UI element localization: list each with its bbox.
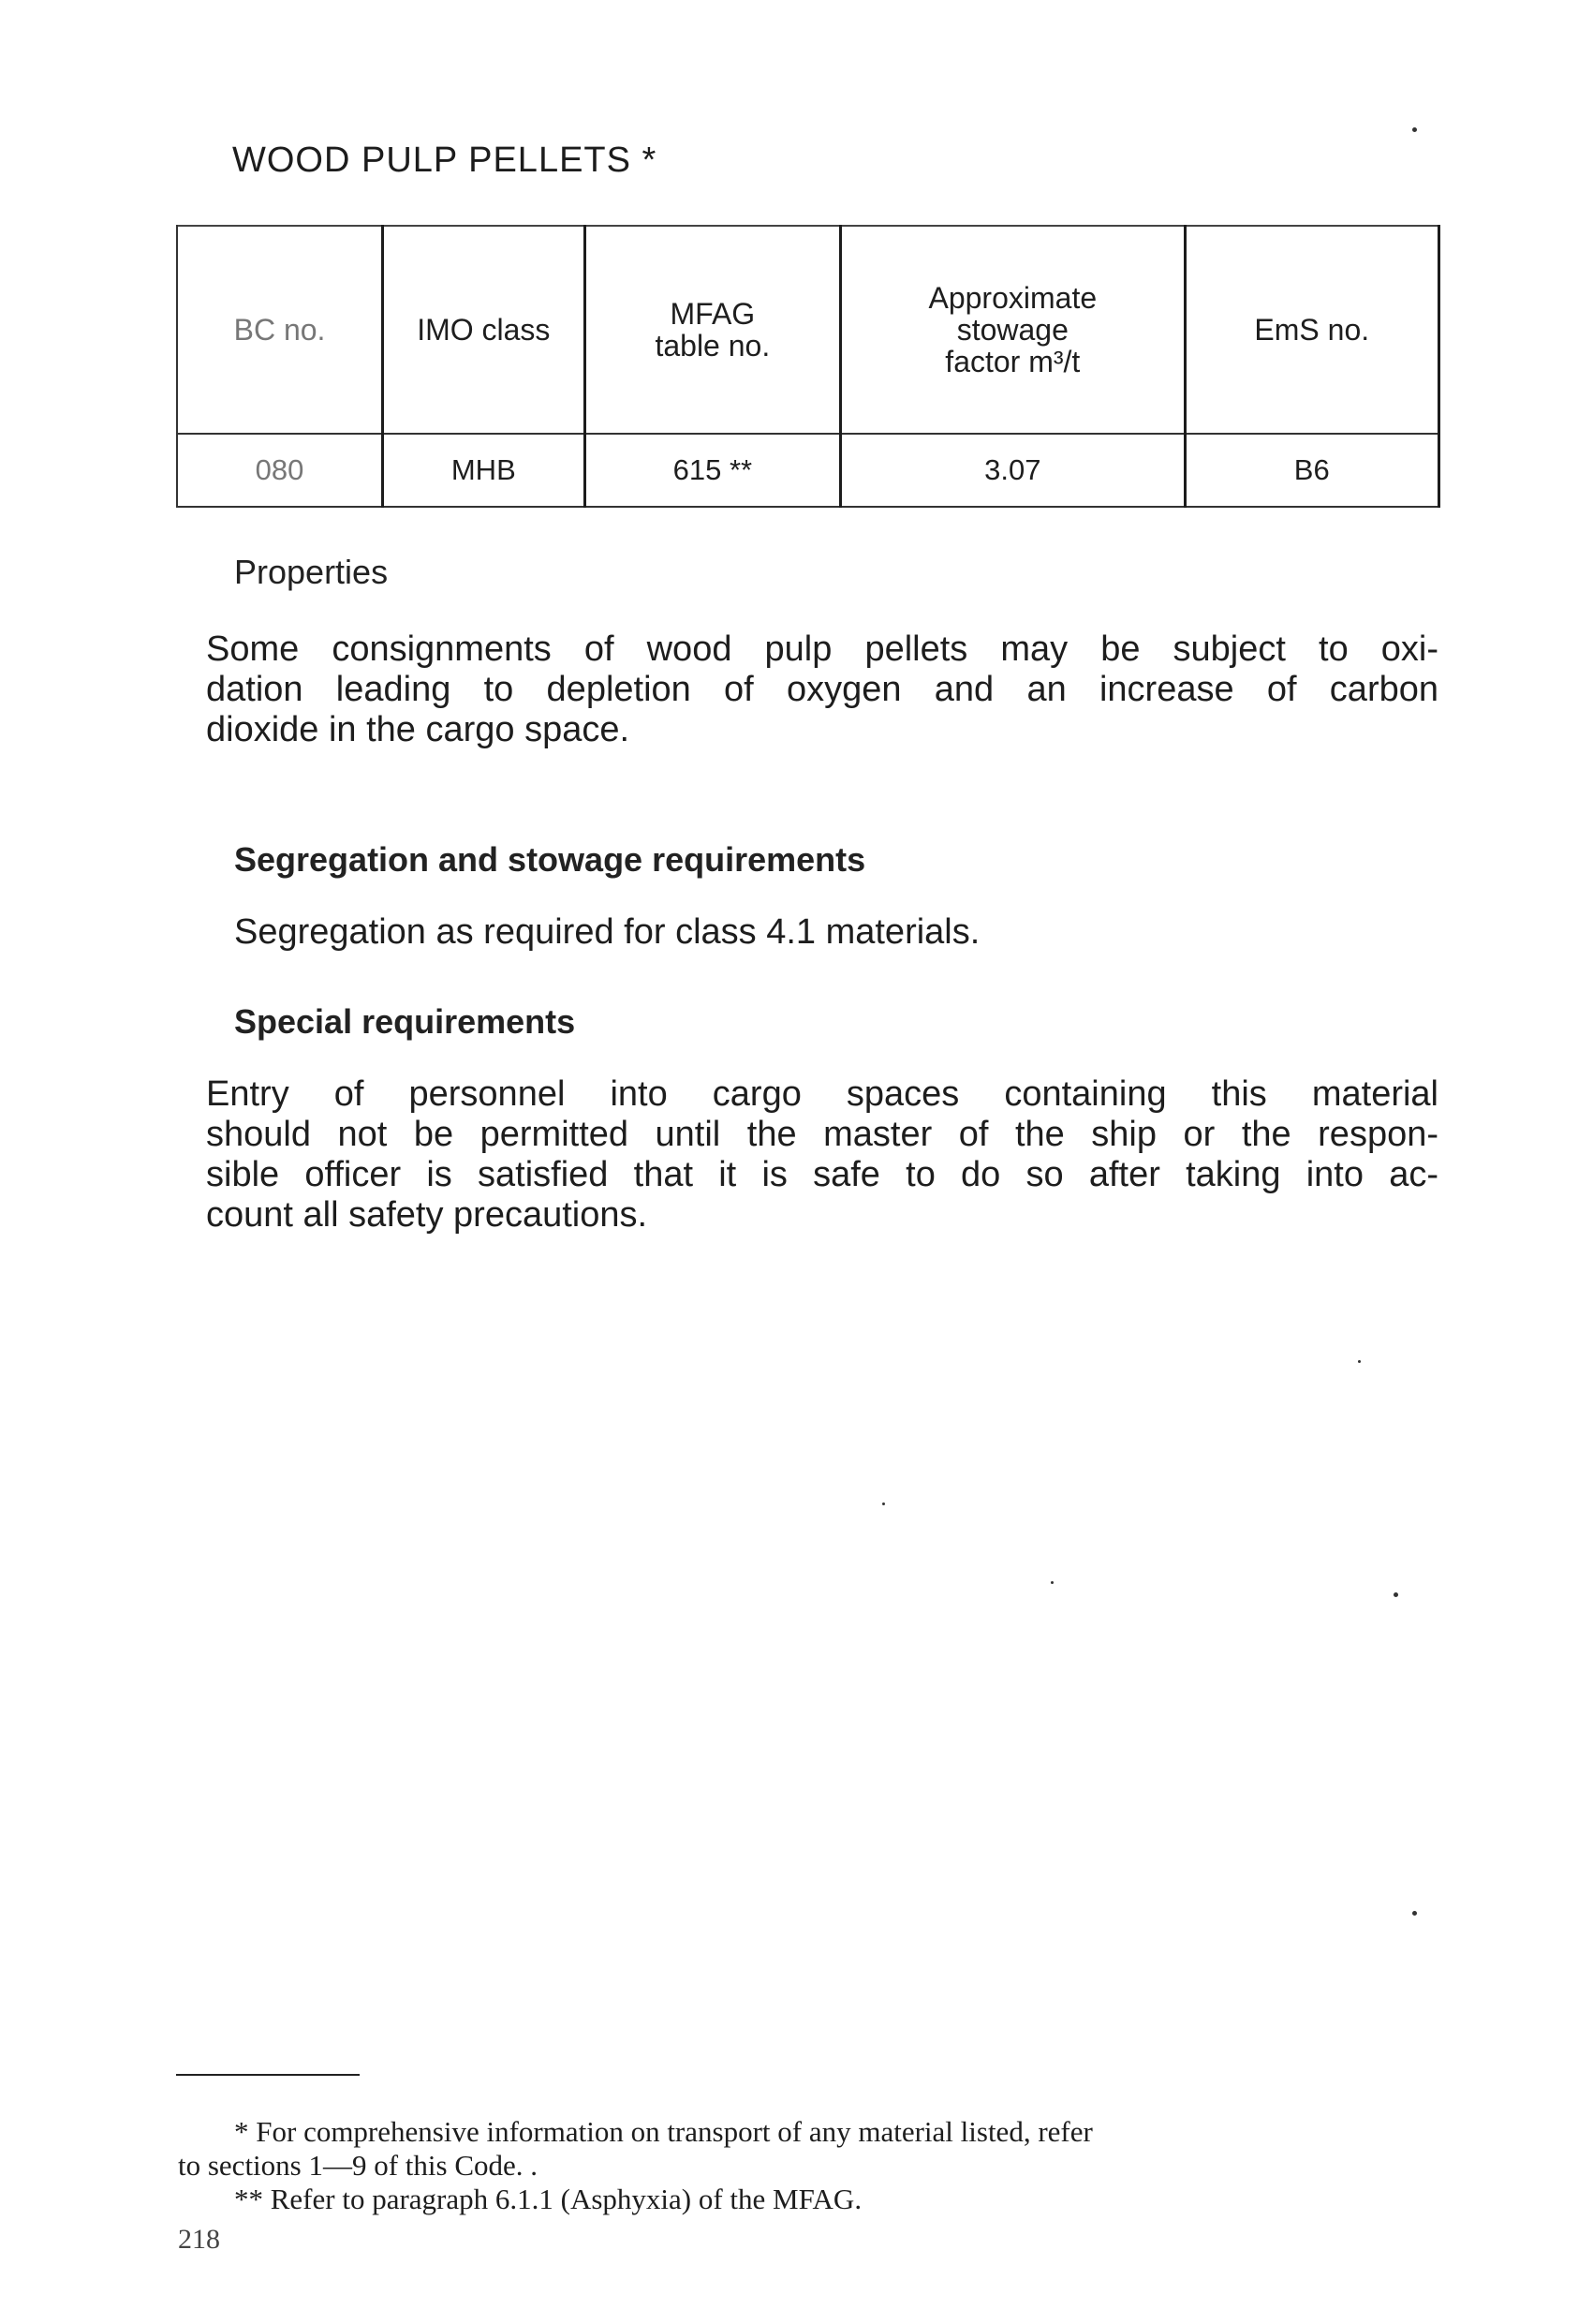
properties-text: [206, 629, 1438, 750]
header-mfag-table: MFAG table no.: [584, 226, 840, 434]
special-line: should not be permitted until the master of the ship or the respon-: [206, 1115, 1438, 1154]
cargo-data-table: [176, 225, 1440, 508]
segregation-heading: Segregation and stowage requirements: [234, 840, 866, 879]
special-line: count all safety precautions.: [206, 1195, 648, 1235]
cell-ems-no: B6: [1185, 434, 1438, 507]
properties-line: dioxide in the cargo space.: [206, 710, 630, 749]
table-row: [177, 434, 1439, 507]
footnotes: [178, 2115, 1438, 2216]
properties-heading: Properties: [234, 553, 389, 591]
header-imo-class: IMO class: [383, 226, 585, 434]
header-ems-no: EmS no.: [1185, 226, 1438, 434]
properties-line: Some consignments of wood pulp pellets may be subject to oxi-: [206, 629, 1438, 669]
footnote-1: * For comprehensive information on transport of any material listed, refer: [234, 2115, 1093, 2148]
footnote-2: ** Refer to paragraph 6.1.1 (Asphyxia) of the MFAG.: [234, 2183, 863, 2215]
print-speck: [1412, 1911, 1417, 1916]
segregation-text: [234, 912, 980, 953]
footnote-1-continued: to sections 1—9 of this Code. .: [178, 2149, 538, 2182]
cell-imo-class: MHB: [383, 434, 585, 507]
footnote-divider: [176, 2074, 360, 2076]
segregation-line: Segregation as required for class 4.1 materials.: [234, 912, 981, 952]
print-speck: [1394, 1592, 1398, 1597]
print-speck: [1051, 1581, 1054, 1584]
special-requirements-heading: Special requirements: [234, 1002, 576, 1041]
properties-line: dation leading to depletion of oxygen and an increase of carbon: [206, 670, 1438, 709]
print-speck: [1412, 127, 1417, 132]
cell-mfag-table: 615 **: [584, 434, 840, 507]
table-header-row: [177, 226, 1439, 434]
print-speck: [882, 1502, 885, 1505]
header-bc-no: BC no.: [177, 226, 383, 434]
cell-bc-no: 080: [177, 434, 383, 507]
special-line: Entry of personnel into cargo spaces containing this material: [206, 1074, 1438, 1114]
header-stowage-factor: Approximate stowage factor m³/t: [841, 226, 1185, 434]
print-speck: [1358, 1360, 1361, 1363]
page-number: 218: [178, 2224, 220, 2255]
page-title: WOOD PULP PELLETS *: [232, 141, 657, 180]
special-requirements-text: [206, 1074, 1438, 1236]
cell-stowage-factor: 3.07: [841, 434, 1185, 507]
special-line: sible officer is satisfied that it is safe to do so after taking into ac-: [206, 1155, 1438, 1194]
